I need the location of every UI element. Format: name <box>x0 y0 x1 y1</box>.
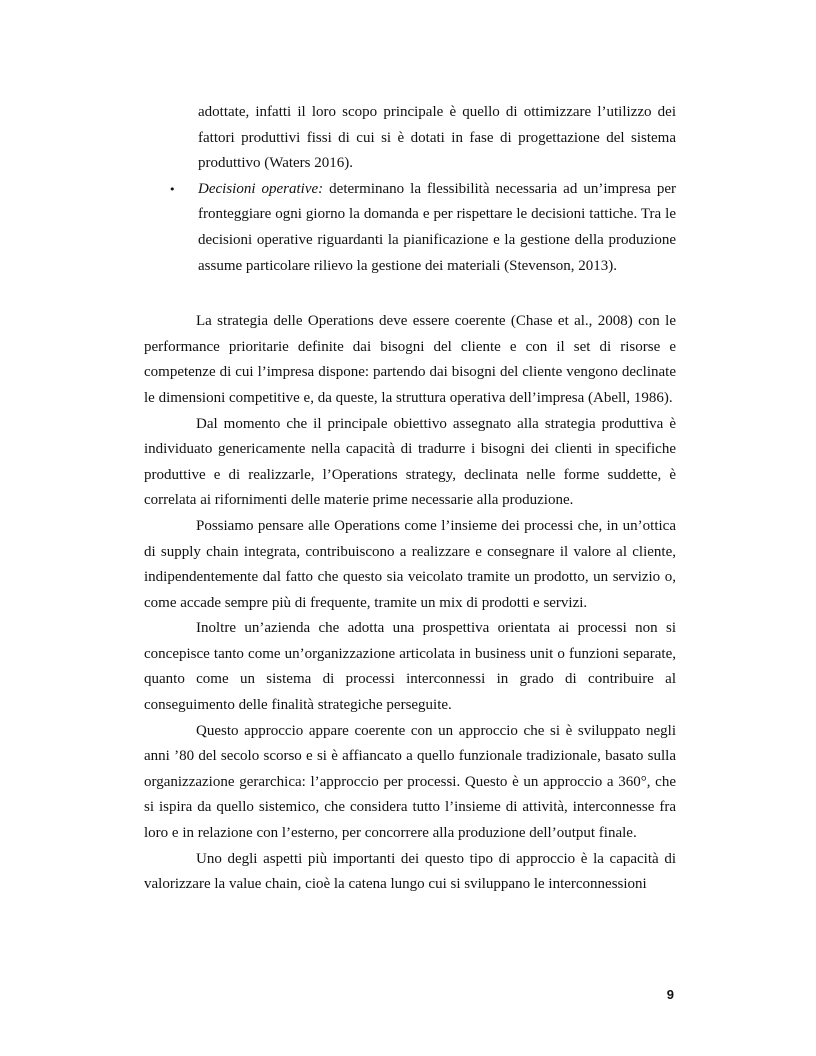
paragraph-process-approach: Questo approccio appare coerente con un approccio che si è sviluppato negli anni ’80 del secolo scorso e si è affiancato a quello funzionale tradizionale, basato sulla organizzazione gerarchica: l’approccio per processi. Questo è un approccio a 360°, che si ispira da quello sistemico, che considera tutto l’insieme di attività, interconnesse fra loro e in relazione con l’esterno, per concorrere alla produzione dell’output finale. <box>144 722 676 842</box>
paragraph-production-objective: Dal momento che il principale obiettivo assegnato alla strategia produttiva è individuato genericamente nella capacità di tradurre i bisogni dei clienti in specifiche produttive e di realizzarle, l’Operations strategy, declinata nelle forme suddette, è correlata ai rifornimenti delle materie prime necessarie alla produzione. <box>144 415 676 509</box>
bullet-symbol: • <box>169 182 176 196</box>
paragraph-operations-processes: Possiamo pensare alle Operations come l’insieme dei processi che, in un’ottica di supply chain integrata, contribuiscono a realizzare e consegnare il valore al cliente, indipendentemente dal fatto che questo sia veicolato tramite un prodotto, un servizio o, come accade sempre più di frequente, tramite un mix di prodotti e servizi. <box>144 517 676 611</box>
bullet-continuation-text: adottate, infatti il loro scopo principale è quello di ottimizzare l’utilizzo dei fattori produttivi fissi di cui si è dotati in fase di progettazione del sistema produttivo (Waters 2016). <box>198 104 676 172</box>
paragraph-value-chain: Uno degli aspetti più importanti dei questo tipo di approccio è la capacità di valorizzare la value chain, cioè la catena lungo cui si sviluppano le interconnessioni <box>144 850 676 893</box>
bullet-text: determinano la flessibilità necessaria ad un’impresa per fronteggiare ogni giorno la domanda e per rispettare le decisioni tattiche. Tra le decisioni operative riguardanti la pianificazione e la gestione della produzione assume particolare rilievo la gestione dei materiali (Stevenson, 2013). <box>198 180 676 274</box>
paragraph-spacer <box>144 279 676 309</box>
paragraph-operations-strategy: La strategia delle Operations deve essere coerente (Chase et al., 2008) con le performance prioritarie definite dai bisogni del cliente e con il set di risorse e competenze di cui l’impresa dispone: partendo dai bisogni del cliente vengono declinate le dimensioni competitive e, da queste, la struttura operativa dell’impresa (Abell, 1986). <box>144 313 676 406</box>
bullet-item-operative-decisions <box>169 177 676 279</box>
paragraph-process-orientation: Inoltre un’azienda che adotta una prospettiva orientata ai processi non si concepisce tanto come un’organizzazione articolata in business unit o funzioni separate, quanto come un sistema di processi interconnessi in grado di contribuire al conseguimento delle finalità strategiche perseguite. <box>144 620 676 714</box>
page-number: 9 <box>666 987 674 1002</box>
page-body <box>144 100 676 898</box>
bullet-term: Decisioni operative: <box>198 180 324 197</box>
